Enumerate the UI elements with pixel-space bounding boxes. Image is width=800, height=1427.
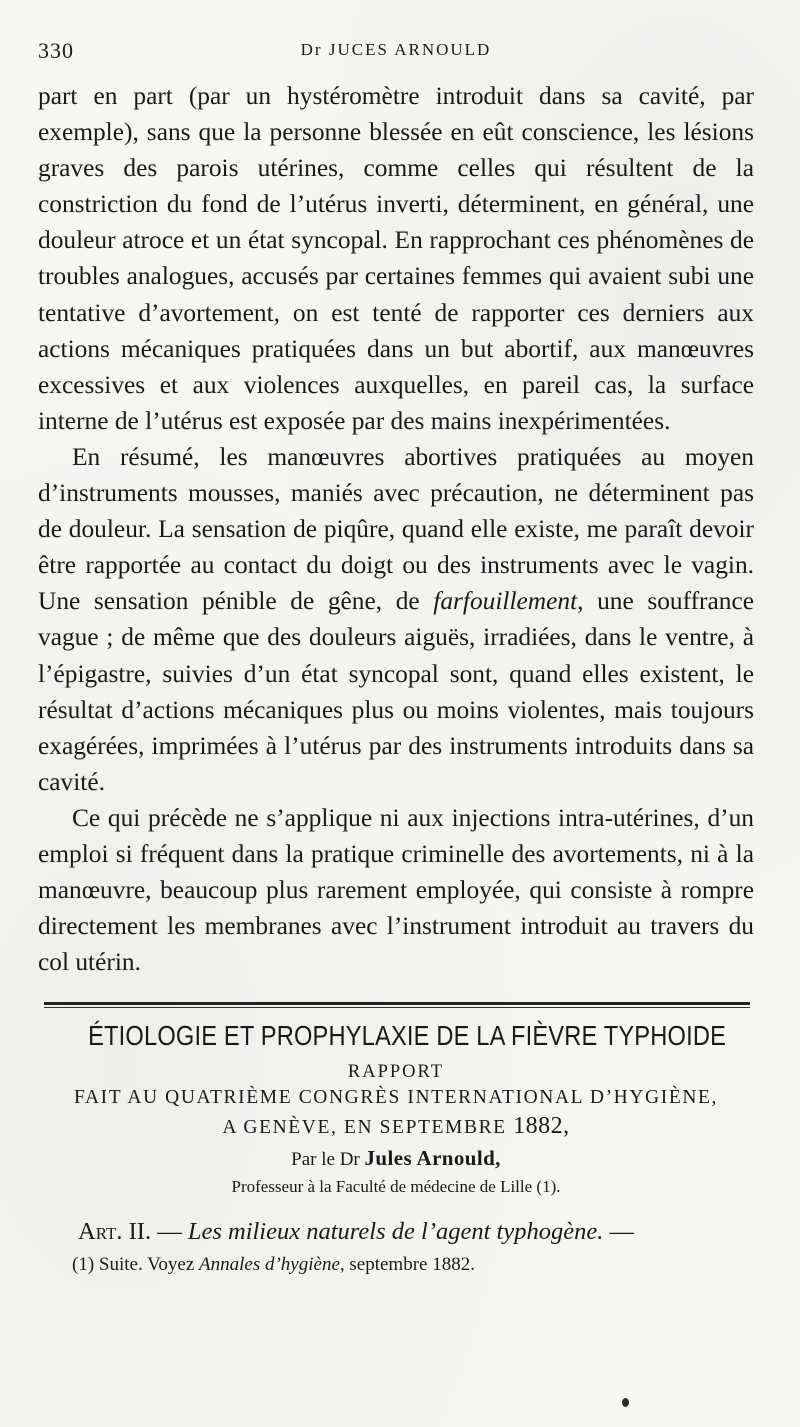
paragraph-2-end: , une souffrance vague ; de même que des douleurs aiguës, irradiées, dans le ventre, à l’épigastre, suivies d’un état syncopal sont, quand elles existent, le résultat d’actions mécaniques plus ou moins violentes, mais toujours exagérées, imprimées à l’utérus par des instruments introduits dans sa cavité. [38,587,755,796]
subtitle-line-1: FAIT AU QUATRIÈME CONGRÈS INTERNATIONAL D’HYGIÈNE, [73,1087,718,1109]
article-dash: — [151,1218,188,1246]
article-label: Art. II. [78,1218,152,1246]
paragraph-3: Ce qui précède ne s’applique ni aux injections intra-utérines, d’un emploi si fréquent dans la pratique criminelle des avortements, ni à la manœuvre, beaucoup plus rarement employée, qui consiste à rompre directement les membranes avec l’instrument introduit au travers du col utérin. [38,803,754,977]
author-affiliation: Professeur à la Faculté de médecine de Lille (1). [231,1177,561,1197]
byline-prefix: Par le Dr [291,1149,365,1171]
byline [38,1144,754,1174]
ink-dot [622,1398,629,1407]
footnote-journal: Annales d’hygiène [199,1254,340,1276]
article-title: Les milieux naturels de l’agent typhogène. [187,1218,604,1246]
paragraph-1: part en part (par un hystéromètre introduit dans sa cavité, par exemple), sans que la personne blessée en eût conscience, les lésions graves des parois utérines, comme celles qui résultent de la constriction du fond de l’utérus inverti, déterminent, en général, une douleur atroce et un état syncopal. En rapprochant ces phénomènes de troubles analogues, accusés par certaines femmes qui avaient subi une tentative d’avortement, on est tenté de rapporter ces derniers aux actions mécaniques pratiquées dans un but abortif, aux manœuvres excessives et aux violences auxquelles, en pareil cas, la surface interne de l’utérus est exposée par des mains inexpérimentées. [38,82,754,435]
running-title: Dr JUCES ARNOULD [300,40,492,59]
italic-term: farfouillement [433,587,578,616]
footnote-prefix: (1) Suite. Voyez [72,1254,200,1276]
footnote-suffix: , septembre 1882. [339,1254,475,1276]
paragraph-2 [38,439,754,800]
subtitle-year: 1882, [513,1113,570,1140]
section-rule-thick [44,1002,750,1005]
author-name: Jules Arnould, [364,1146,501,1171]
subtitle-place: A GENÈVE, EN SEPTEMBRE [222,1117,514,1139]
running-head [38,38,754,78]
subtitle-line-2 [38,1112,754,1142]
article-heading [38,1216,754,1248]
article-trailing-dash: — [603,1218,634,1246]
body-text [38,78,754,980]
page-number: 330 [38,38,74,63]
rapport-label: RAPPORT [347,1062,445,1083]
section-heading: ÉTIOLOGIE ET PROPHYLAXIE DE LA FIÈVRE TYPHOIDE [88,1020,727,1052]
footnote [38,1252,754,1278]
paragraph-2-start: En résumé, les manœuvres abortives pratiquées au moyen d’instruments mousses, maniés avec précaution, ne déterminent pas de douleur. La sensation de piqûre, quand elle existe, me paraît devoir être rapportée au contact du doigt ou des instruments avec le vagin. Une sensation pénible de gêne, de [38,442,754,616]
section-rule-thin [44,1007,750,1008]
